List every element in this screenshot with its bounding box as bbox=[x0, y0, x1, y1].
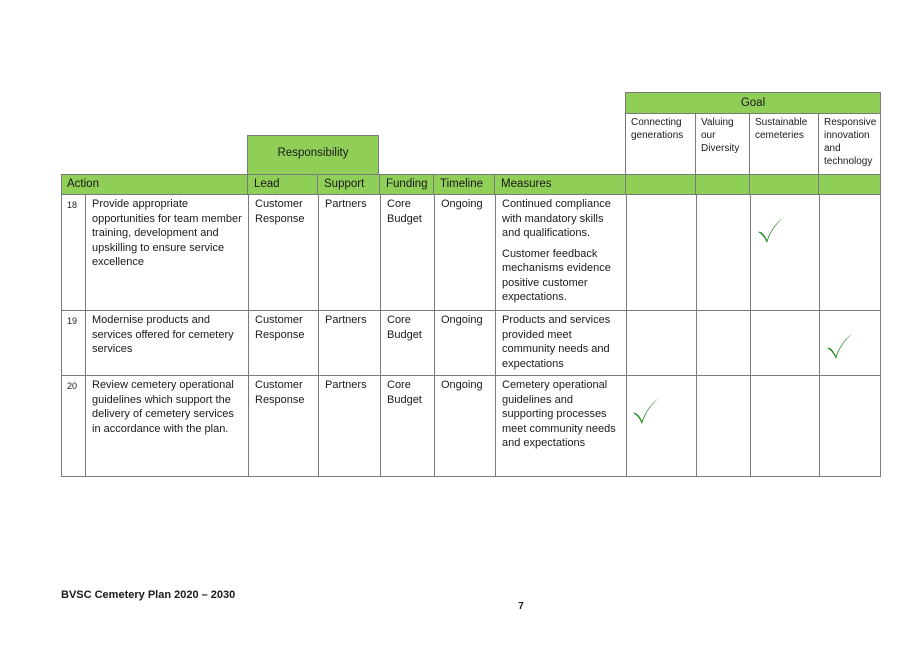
row-action: Provide appropriate opportunities for team member training, development and upskilling to ensure service excellence bbox=[85, 195, 248, 310]
col-header-goal-1 bbox=[625, 174, 695, 195]
row-number: 18 bbox=[67, 200, 78, 210]
row-funding: Core Budget bbox=[380, 376, 434, 476]
row-lead: Customer Response bbox=[248, 311, 318, 375]
row-timeline: Ongoing bbox=[434, 376, 495, 476]
goal-col-sustainable-cemeteries: Sustainable cemeteries bbox=[749, 114, 818, 174]
goal-cell bbox=[750, 311, 819, 375]
measure-text: Cemetery operational guidelines and supporting processes meet community needs and expectations bbox=[502, 379, 616, 449]
col-header-timeline: Timeline bbox=[433, 174, 494, 195]
checkmark-icon bbox=[825, 331, 855, 361]
row-funding: Core Budget bbox=[380, 195, 434, 310]
row-measures bbox=[495, 195, 626, 310]
row-action: Modernise products and services offered for cemetery services bbox=[85, 311, 248, 375]
page-number: 7 bbox=[518, 601, 524, 612]
row-funding: Core Budget bbox=[380, 311, 434, 375]
measure-text: Products and services provided meet community needs and expectations bbox=[502, 314, 611, 370]
col-header-action: Action bbox=[67, 178, 99, 190]
row-measures bbox=[495, 376, 626, 476]
goal-cell bbox=[819, 376, 882, 476]
col-header-goal-4 bbox=[818, 174, 881, 195]
goal-cell bbox=[626, 311, 696, 375]
goal-cell bbox=[819, 195, 882, 310]
goal-cell bbox=[626, 195, 696, 310]
measure-text: Continued compliance with mandatory skills and qualifications. bbox=[502, 198, 611, 239]
row-number: 20 bbox=[67, 381, 78, 391]
table-row bbox=[61, 311, 881, 376]
goal-header: Goal bbox=[625, 92, 881, 114]
row-action: Review cemetery operational guidelines which support the delivery of cemetery services in accordance with the plan. bbox=[85, 376, 248, 476]
col-header-lead: Lead bbox=[247, 174, 317, 195]
goal-cell bbox=[750, 376, 819, 476]
row-support: Partners bbox=[318, 195, 380, 310]
row-support: Partners bbox=[318, 311, 380, 375]
goal-cell bbox=[696, 195, 750, 310]
goal-col-connecting-generations: Connecting generations bbox=[625, 114, 695, 174]
col-header-funding: Funding bbox=[379, 174, 433, 195]
row-number: 19 bbox=[67, 316, 78, 326]
col-header-goal-3 bbox=[749, 174, 818, 195]
table-row bbox=[61, 376, 881, 477]
row-measures bbox=[495, 311, 626, 375]
responsibility-header: Responsibility bbox=[247, 135, 379, 174]
row-lead: Customer Response bbox=[248, 376, 318, 476]
checkmark-icon bbox=[631, 396, 661, 426]
goal-cell bbox=[750, 195, 819, 310]
col-header-goal-2 bbox=[695, 174, 749, 195]
goal-col-responsive-innovation: Responsive innovation and technology bbox=[818, 114, 881, 174]
document-footer-title: BVSC Cemetery Plan 2020 – 2030 bbox=[61, 589, 236, 601]
goal-cell bbox=[626, 376, 696, 476]
goal-cell bbox=[819, 311, 882, 375]
col-header-support: Support bbox=[317, 174, 379, 195]
goal-cell bbox=[696, 376, 750, 476]
checkmark-icon bbox=[756, 215, 786, 245]
row-timeline: Ongoing bbox=[434, 195, 495, 310]
measure-text: Customer feedback mechanisms evidence positive customer expectations. bbox=[502, 247, 611, 303]
row-support: Partners bbox=[318, 376, 380, 476]
col-header-measures: Measures bbox=[494, 174, 625, 195]
table-row bbox=[61, 195, 881, 311]
row-timeline: Ongoing bbox=[434, 311, 495, 375]
row-lead: Customer Response bbox=[248, 195, 318, 310]
goal-cell bbox=[696, 311, 750, 375]
goal-col-valuing-diversity: Valuing our Diversity bbox=[695, 114, 749, 174]
